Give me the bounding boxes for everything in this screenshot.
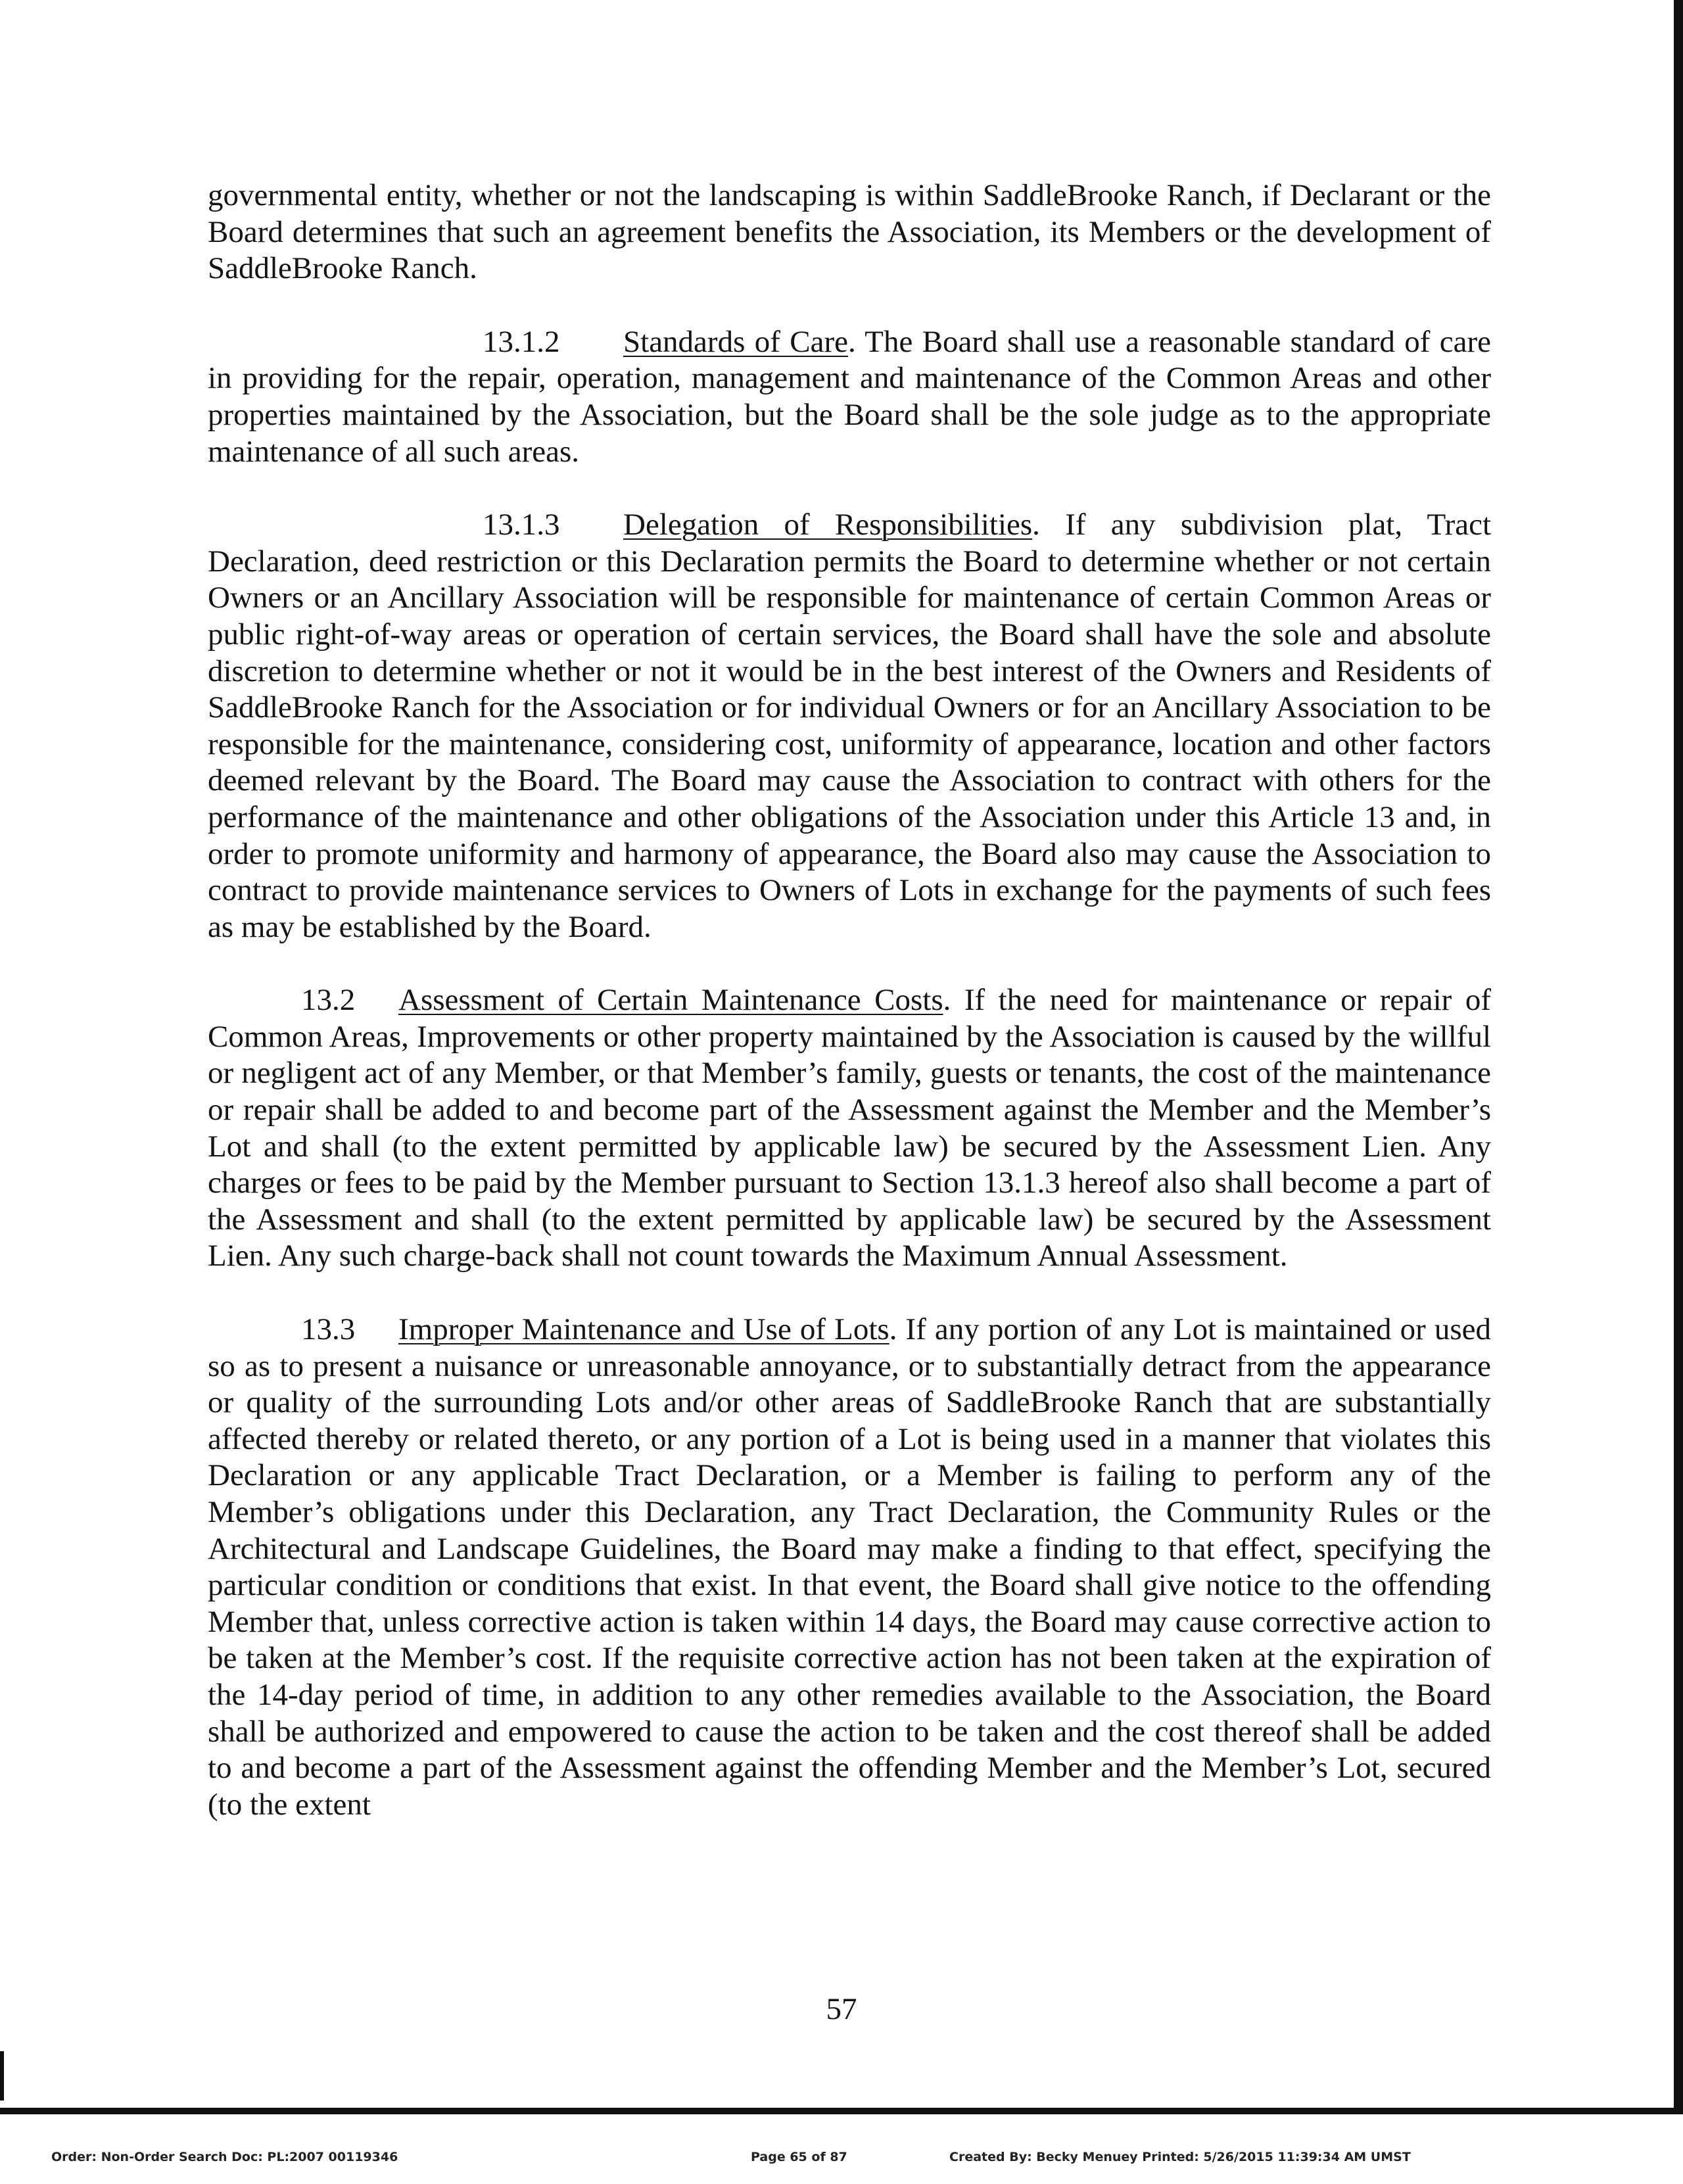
section-text: The Board shall use a reasonable standard of care in providing for the repair, operation, management and maintenance of the Common Areas and other properties maintained by the Association, but the Board shall be the sole judge as to the appropriate maintenance of all such areas. [208, 324, 1492, 469]
page-number: 57 [826, 1992, 857, 2026]
section-text: If the need for maintenance or repair of Common Areas, Improvements or other property maintained by the Association is caused by the willful or negligent act of any Member, or that Member’s family, guests or tenants, the cost of the maintenance or repair shall be added to and become part of the Assessment against the Member and the Member’s Lot and shall (to the extent permitted by applicable law) be secured by the Assessment Lien. Any charges or fees to be paid by the Member pursuant to Section 13.1.3 hereof also shall become a part of the Assessment and shall (to the extent permitted by applicable law) be secured by the Assessment Lien. Any such charge-back shall not count towards the Maximum Annual Assessment. [208, 983, 1491, 1273]
section-number: 13.1.2 [483, 324, 560, 359]
section-13-2: 13.2 Assessment of Certain Maintenance Costs. If the need for maintenance or repair of Common Areas, Improvements or other property maintained by the Association is caused by the willful or negligent act of any Member, or that Member’s family, guests or tenants, the cost of the maintenance or repair shall be added to and become part of the Assessment against the Member and the Member’s Lot and shall (to the extent permitted by applicable law) be secured by the Assessment Lien. Any charges or fees to be paid by the Member pursuant to Section 13.1.3 hereof also shall become a part of the Assessment and shall (to the extent permitted by applicable law) be secured by the Assessment Lien. Any such charge-back shall not count towards the Maximum Annual Assessment. [208, 983, 1491, 1273]
footer-order-info: Order: Non-Order Search Doc: PL:2007 00119346 [51, 2150, 398, 2164]
section-text: If any portion of any Lot is maintained or used so as to present a nuisance or unreasonable annoyance, or to substantially detract from the appearance or quality of the surrounding Lots and/or other areas of SaddleBrooke Ranch that are substantially affected thereby or related thereto, or any portion of a Lot is being used in a manner that violates this Declaration or any applicable Tract Declaration, or a Member is failing to perform any of the Member’s obligations under this Declaration, any Tract Declaration, the Community Rules or the Architectural and Landscape Guidelines, the Board may make a finding to that effect, specifying the particular condition or conditions that exist. In that event, the Board shall give notice to the offending Member that, unless corrective action is taken within 14 days, the Board may cause corrective action to be taken at the Member’s cost. If the requisite corrective action has not been taken at the expiration of the 14-day period of time, in addition to any other remedies available to the Association, the Board shall be authorized and empowered to cause the action to be taken and the cost thereof shall be added to and become a part of the Assessment against the offending Member and the Member’s Lot, secured (to the extent [208, 1312, 1491, 1822]
section-number: 13.3 [301, 1312, 356, 1347]
section-13-1-3: 13.1.3 Delegation of Responsibilities. If any subdivision plat, Tract Declaration, deed restriction or this Declaration permits the Board to determine whether or not certain Owners or an Ancillary Association will be responsible for maintenance of certain Common Areas or public right-of-way areas or operation of certain services, the Board shall have the sole and absolute discretion to determine whether or not it would be in the best interest of the Owners and Residents of SaddleBrooke Ranch for the Association or for individual Owners or for an Ancillary Association to be responsible for the maintenance, considering cost, uniformity of appearance, location and other factors deemed relevant by the Board. The Board may cause the Association to contract with others for the performance of the maintenance and other obligations of the Association under this Article 13 and, in order to promote uniformity and harmony of appearance, the Board also may cause the Association to contract to provide maintenance services to Owners of Lots in exchange for the payments of such fees as may be established by the Board. [208, 508, 1492, 944]
footer-rule [0, 2108, 1683, 2114]
section-13-3: 13.3 Improper Maintenance and Use of Lots. If any portion of any Lot is maintained or used so as to present a nuisance or unreasonable annoyance, or to substantially detract from the appearance or quality of the surrounding Lots and/or other areas of SaddleBrooke Ranch that are substantially affected thereby or related thereto, or any portion of a Lot is being used in a manner that violates this Declaration or any applicable Tract Declaration, or a Member is failing to perform any of the Member’s obligations under this Declaration, any Tract Declaration, the Community Rules or the Architectural and Landscape Guidelines, the Board may make a finding to that effect, specifying the particular condition or conditions that exist. In that event, the Board shall give notice to the offending Member that, unless corrective action is taken within 14 days, the Board may cause corrective action to be taken at the Member’s cost. If the requisite corrective action has not been taken at the expiration of the 14-day period of time, in addition to any other remedies available to the Association, the Board shall be authorized and empowered to cause the action to be taken and the cost thereof shall be added to and become a part of the Assessment against the offending Member and the Member’s Lot, secured (to the extent [208, 1312, 1491, 1822]
scan-edge-right [1674, 0, 1683, 2114]
section-number: 13.1.3 [483, 508, 560, 542]
opening-paragraph: governmental entity, whether or not the landscaping is within SaddleBrooke Ranch, if Declarant or the Board determines that such an agreement benefits the Association, its Members or the development of SaddleBrooke Ranch. [208, 178, 1491, 286]
section-heading: Assessment of Certain Maintenance Costs [398, 983, 943, 1018]
section-number: 13.2 [301, 983, 356, 1018]
print-footer [0, 2150, 1683, 2170]
section-heading: Delegation of Responsibilities [623, 508, 1033, 542]
section-heading: Improper Maintenance and Use of Lots [398, 1312, 889, 1347]
document-body [208, 178, 1491, 1823]
section-13-1-2: 13.1.2 Standards of Care. The Board shall use a reasonable standard of care in providing for the repair, operation, management and maintenance of the Common Areas and other properties maintained by the Association, but the Board shall be the sole judge as to the appropriate maintenance of all such areas. [208, 324, 1492, 469]
footer-print-info: Created By: Becky Menuey Printed: 5/26/2015 11:39:34 AM UMST [949, 2150, 1411, 2164]
section-text: If any subdivision plat, Tract Declaration, deed restriction or this Declaration permits the Board to determine whether or not certain Owners or an Ancillary Association will be responsible for maintenance of certain Common Areas or public right-of-way areas or operation of certain services, the Board shall have the sole and absolute discretion to determine whether or not it would be in the best interest of the Owners and Residents of SaddleBrooke Ranch for the Association or for individual Owners or for an Ancillary Association to be responsible for the maintenance, considering cost, uniformity of appearance, location and other factors deemed relevant by the Board. The Board may cause the Association to contract with others for the performance of the maintenance and other obligations of the Association under this Article 13 and, in order to promote uniformity and harmony of appearance, the Board also may cause the Association to contract to provide maintenance services to Owners of Lots in exchange for the payments of such fees as may be established by the Board. [208, 508, 1492, 944]
section-heading: Standards of Care [623, 324, 848, 359]
footer-page-count: Page 65 of 87 [751, 2150, 847, 2164]
scan-edge-left [0, 2051, 4, 2101]
